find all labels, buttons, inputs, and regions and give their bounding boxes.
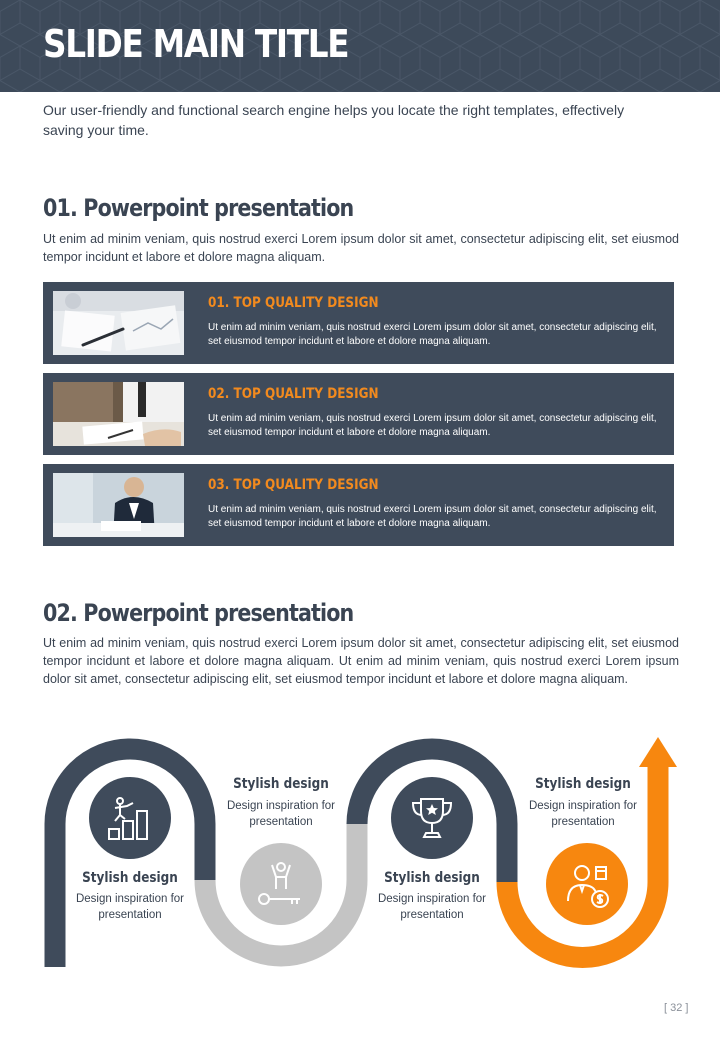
step-4-text: Design inspiration for presentation bbox=[528, 800, 638, 828]
slide-title: SLIDE MAIN TITLE bbox=[43, 22, 349, 66]
step-4-circle bbox=[546, 843, 628, 925]
card-1 bbox=[43, 282, 674, 364]
step-2-circle bbox=[240, 843, 322, 925]
section1-title: 01. Powerpoint presentation bbox=[43, 194, 354, 222]
card-1-photo bbox=[53, 291, 184, 355]
businessman-money-icon bbox=[560, 857, 614, 911]
step-3-title: Stylish design bbox=[384, 870, 480, 886]
step-2-text: Design inspiration for presentation bbox=[226, 800, 336, 828]
trophy-icon bbox=[405, 791, 459, 845]
header-banner bbox=[0, 0, 720, 92]
step-2-title: Stylish design bbox=[233, 776, 329, 792]
card-3-title: 03. TOP QUALITY DESIGN bbox=[208, 477, 379, 493]
card-2 bbox=[43, 373, 674, 455]
card-1-title: 01. TOP QUALITY DESIGN bbox=[208, 295, 379, 311]
key-person-icon bbox=[254, 857, 308, 911]
card-3-text: Ut enim ad minim veniam, quis nostrud exerci Lorem ipsum dolor sit amet, consectetur adipiscing elit, set eiusmod tempor incidunt et labore et dolore magna aliquam. bbox=[208, 504, 657, 529]
section1-text: Ut enim ad minim veniam, quis nostrud exerci Lorem ipsum dolor sit amet, consectetur adipiscing elit, set eiusmod tempor incidunt et labore et dolore magna aliquam. bbox=[43, 232, 679, 264]
card-1-text: Ut enim ad minim veniam, quis nostrud exerci Lorem ipsum dolor sit amet, consectetur adipiscing elit, set eiusmod tempor incidunt et labore et dolore magna aliquam. bbox=[208, 322, 657, 347]
card-2-photo bbox=[53, 382, 184, 446]
card-3-photo bbox=[53, 473, 184, 537]
step-3-text: Design inspiration for presentation bbox=[377, 893, 487, 921]
step-4-title: Stylish design bbox=[535, 776, 631, 792]
card-2-title: 02. TOP QUALITY DESIGN bbox=[208, 386, 379, 402]
step-1-title: Stylish design bbox=[82, 870, 178, 886]
step-1-circle bbox=[89, 777, 171, 859]
step-3-circle bbox=[391, 777, 473, 859]
card-2-text: Ut enim ad minim veniam, quis nostrud exerci Lorem ipsum dolor sit amet, consectetur adipiscing elit, set eiusmod tempor incidunt et labore et dolore magna aliquam. bbox=[208, 413, 657, 438]
page-number: [ 32 ] bbox=[664, 1002, 689, 1014]
intro-text: Our user-friendly and functional search engine helps you locate the right templates, effectively saving your time. bbox=[43, 102, 625, 138]
step-1-text: Design inspiration for presentation bbox=[75, 893, 185, 921]
section2-text: Ut enim ad minim veniam, quis nostrud exerci Lorem ipsum dolor sit amet, consectetur adipiscing elit, set eiusmod tempor incidunt et labore et dolore magna aliquam. Ut enim ad minim veniam, quis nostrud exerci Lorem ipsum dolor sit amet, consectetur adipiscing elit, set eiusmod tempor incidunt et labore et dolore magna aliquam. bbox=[43, 636, 679, 686]
card-3 bbox=[43, 464, 674, 546]
growth-chart-icon bbox=[103, 791, 157, 845]
section2-title: 02. Powerpoint presentation bbox=[43, 599, 354, 627]
